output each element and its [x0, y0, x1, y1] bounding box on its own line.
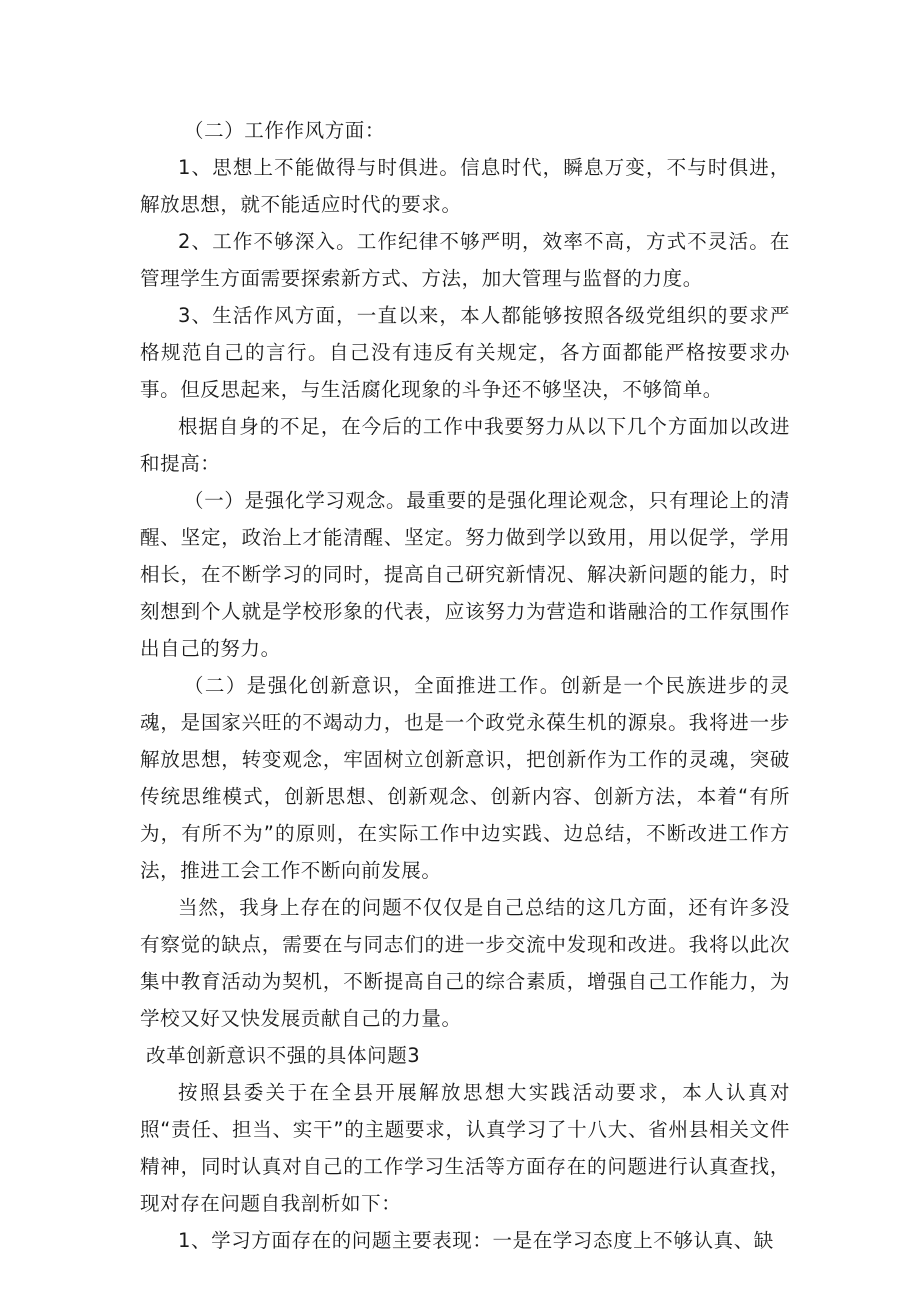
paragraph: 当然，我身上存在的问题不仅仅是自己总结的这几方面，还有许多没有察觉的缺点，需要在与同志们的进一步交流中发现和改进。我将以此次集中教育活动为契机，不断提高自己的综合素质，增强自己工作能力，为学校又好又快发展贡献自己的力量。 [140, 896, 790, 1030]
paragraph: 1、思想上不能做得与时俱进。信息时代，瞬息万变，不与时俱进，解放思想，就不能适应时代的要求。 [140, 156, 790, 216]
paragraph: 根据自身的不足，在今后的工作中我要努力从以下几个方面加以改进和提高： [140, 415, 790, 475]
paragraph: 按照县委关于在全县开展解放思想大实践活动要求，本人认真对照“责任、担当、实干”的主题要求，认真学习了十八大、省州县相关文件精神，同时认真对自己的工作学习生活等方面存在的问题进行认真查找，现对存在问题自我剖析如下： [140, 1081, 790, 1215]
paragraph: （二）工作作风方面： [184, 119, 386, 142]
paragraph: （一）是强化学习观念。最重要的是强化理论观念，只有理论上的清醒、坚定，政治上才能清醒、坚定。努力做到学以致用，用以促学，学用相长，在不断学习的同时，提高自己研究新情况、解决新问题的能力，时刻想到个人就是学校形象的代表，应该努力为营造和谐融洽的工作氛围作出自己的努力。 [140, 489, 790, 660]
paragraph: 2、工作不够深入。工作纪律不够严明，效率不高，方式不灵活。在管理学生方面需要探索新方式、方法，加大管理与监督的力度。 [140, 230, 790, 290]
document-page [140, 112, 790, 1259]
section-heading: 改革创新意识不强的具体问题3 [146, 1044, 421, 1067]
paragraph: （二）是强化创新意识，全面推进工作。创新是一个民族进步的灵魂，是国家兴旺的不竭动力，也是一个政党永葆生机的源泉。我将进一步解放思想，转变观念，牢固树立创新意识，把创新作为工作的灵魂，突破传统思维模式，创新思想、创新观念、创新内容、创新方法，本着“有所为，有所不为”的原则，在实际工作中边实践、边总结，不断改进工作方法，推进工会工作不断向前发展。 [140, 674, 790, 882]
paragraph: 3、生活作风方面，一直以来，本人都能够按照各级党组织的要求严格规范自己的言行。自己没有违反有关规定，各方面都能严格按要求办事。但反思起来，与生活腐化现象的斗争还不够坚决，不够简单。 [140, 304, 790, 401]
paragraph: 1、学习方面存在的问题主要表现：一是在学习态度上不够认真、缺 [178, 1229, 774, 1252]
